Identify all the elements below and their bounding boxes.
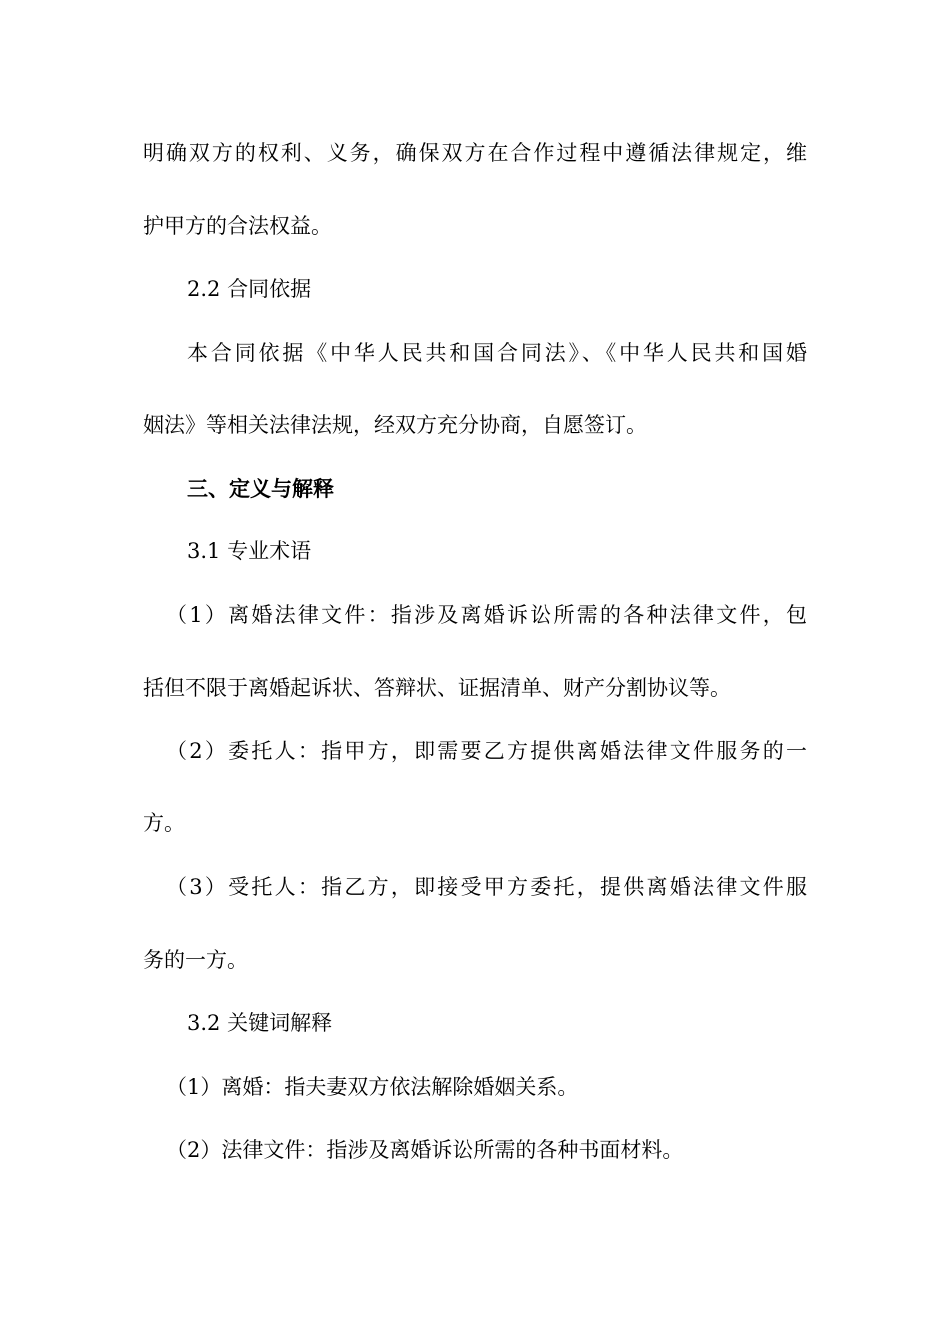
keyword-definition-line: （2）法律文件：指涉及离婚诉讼所需的各种书面材料。 [166,1138,684,1162]
paragraph-line: 姻法》等相关法律法规，经双方充分协商，自愿签订。 [143,413,647,437]
term-definition-line: （3）受托人：指乙方，即接受甲方委托，提供离婚法律文件服 [166,875,807,899]
keyword-definition-line: （1）离婚：指夫妻双方依法解除婚姻关系。 [166,1075,579,1099]
section-heading-3-1: 3.1 专业术语 [187,539,312,563]
paragraph-line: 明确双方的权利、义务，确保双方在合作过程中遵循法律规定，维 [143,141,807,165]
term-definition-line: 方。 [143,811,185,835]
section-heading-2-2: 2.2 合同依据 [187,277,312,301]
term-definition-line: 务的一方。 [143,948,248,972]
section-heading-3: 三、定义与解释 [187,477,334,501]
paragraph-line: 护甲方的合法权益。 [143,214,332,238]
term-definition-line: 括但不限于离婚起诉状、答辩状、证据清单、财产分割协议等。 [143,676,731,700]
term-definition-line: （2）委托人：指甲方，即需要乙方提供离婚法律文件服务的一 [166,739,807,763]
section-heading-3-2: 3.2 关键词解释 [187,1011,333,1035]
term-definition-line: （1）离婚法律文件：指涉及离婚诉讼所需的各种法律文件，包 [166,603,807,627]
paragraph-line: 本合同依据《中华人民共和国合同法》、《中华人民共和国婚 [187,341,807,365]
